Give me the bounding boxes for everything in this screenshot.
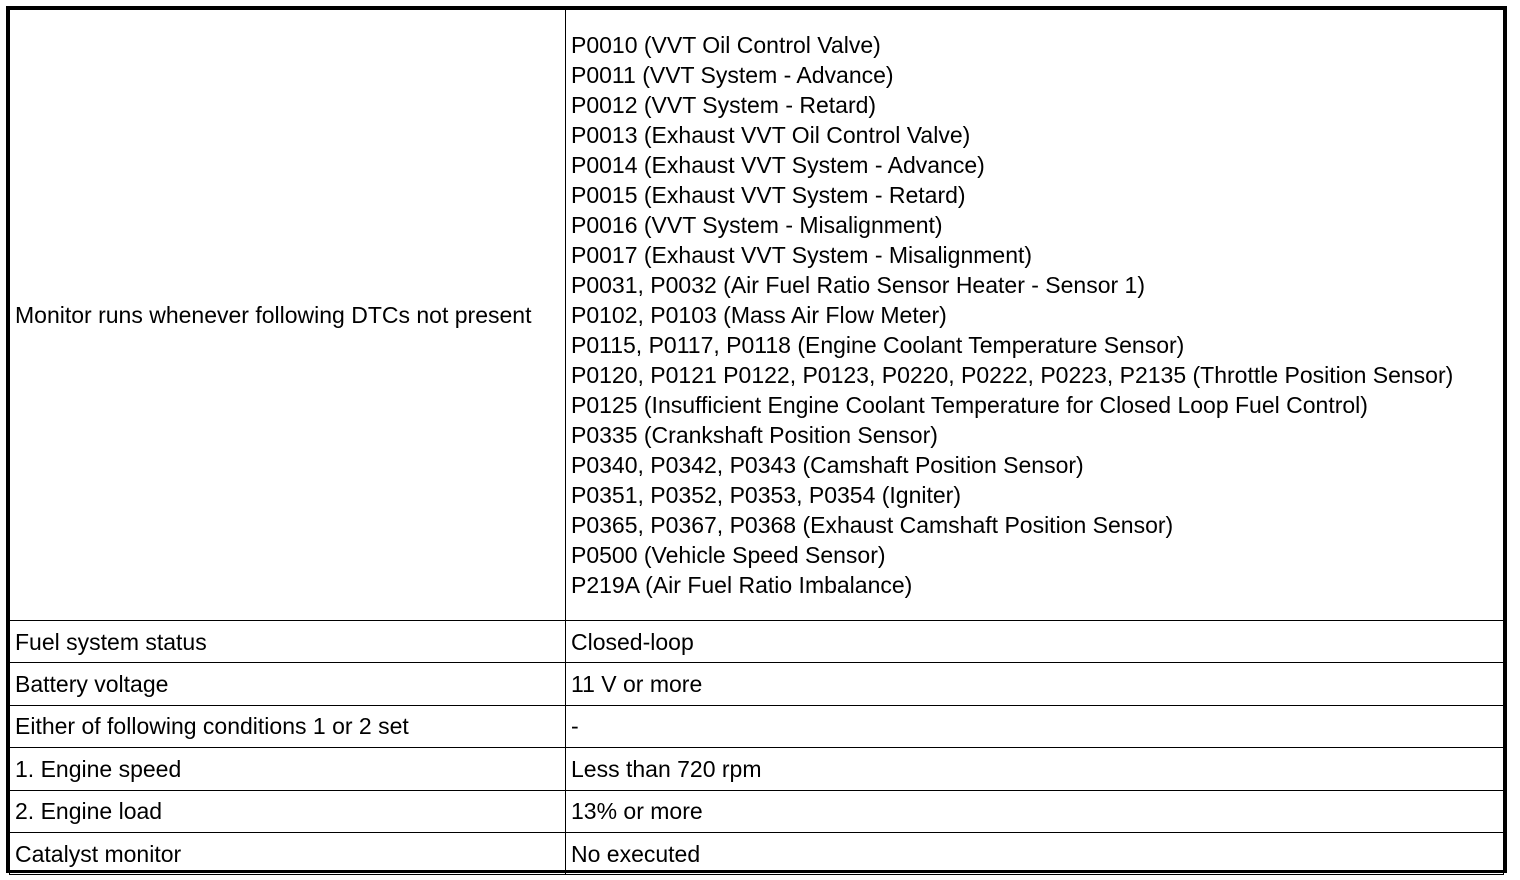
value-cell: No executed bbox=[566, 832, 1504, 874]
table-row-engine-load bbox=[10, 790, 1504, 832]
dtc-list-item: P0335 (Crankshaft Position Sensor) bbox=[571, 421, 938, 448]
dtc-list-item: P0013 (Exhaust VVT Oil Control Valve) bbox=[571, 121, 971, 148]
table-row-battery-voltage bbox=[10, 663, 1504, 705]
value-cell: 11 V or more bbox=[566, 663, 1504, 705]
table-row-dtc-exclusions bbox=[10, 10, 1504, 621]
dtc-list-item: P0500 (Vehicle Speed Sensor) bbox=[571, 541, 886, 568]
monitor-conditions-table bbox=[9, 9, 1504, 875]
dtc-list-item: P0351, P0352, P0353, P0354 (Igniter) bbox=[571, 481, 962, 508]
dtc-list-item: P219A (Air Fuel Ratio Imbalance) bbox=[571, 571, 913, 598]
value-cell: - bbox=[566, 705, 1504, 747]
value-cell: 13% or more bbox=[566, 790, 1504, 832]
dtc-list-item: P0340, P0342, P0343 (Camshaft Position Sensor) bbox=[571, 451, 1084, 478]
dtc-list-item: P0016 (VVT System - Misalignment) bbox=[571, 211, 943, 238]
value-cell: Closed-loop bbox=[566, 621, 1504, 663]
table-row-either-condition bbox=[10, 705, 1504, 747]
value-cell: Less than 720 rpm bbox=[566, 748, 1504, 790]
dtc-list-item: P0011 (VVT System - Advance) bbox=[571, 61, 894, 88]
dtc-list-item: P0014 (Exhaust VVT System - Advance) bbox=[571, 151, 985, 178]
dtc-list-item: P0365, P0367, P0368 (Exhaust Camshaft Position Sensor) bbox=[571, 511, 1174, 538]
dtc-list-item: P0031, P0032 (Air Fuel Ratio Sensor Heater - Sensor 1) bbox=[571, 271, 1146, 298]
table-row-catalyst-monitor bbox=[10, 832, 1504, 874]
condition-cell: Catalyst monitor bbox=[10, 832, 566, 874]
dtc-list-item: P0125 (Insufficient Engine Coolant Temperature for Closed Loop Fuel Control) bbox=[571, 391, 1368, 418]
condition-cell: Monitor runs whenever following DTCs not present bbox=[10, 10, 566, 621]
conditions-table-wrapper bbox=[6, 6, 1507, 873]
dtc-list-item: P0012 (VVT System - Retard) bbox=[571, 91, 877, 118]
table-row-fuel-system-status bbox=[10, 621, 1504, 663]
dtc-list-item: P0017 (Exhaust VVT System - Misalignment) bbox=[571, 241, 1033, 268]
dtc-list-item: P0120, P0121 P0122, P0123, P0220, P0222, P0223, P2135 (Throttle Position Sensor) bbox=[571, 361, 1454, 388]
condition-cell: 1. Engine speed bbox=[10, 748, 566, 790]
dtc-list-item: P0010 (VVT Oil Control Valve) bbox=[571, 31, 881, 58]
dtc-list-item: P0015 (Exhaust VVT System - Retard) bbox=[571, 181, 966, 208]
condition-cell: 2. Engine load bbox=[10, 790, 566, 832]
condition-cell: Battery voltage bbox=[10, 663, 566, 705]
condition-cell: Either of following conditions 1 or 2 set bbox=[10, 705, 566, 747]
table-row-engine-speed bbox=[10, 748, 1504, 790]
dtc-list-item: P0102, P0103 (Mass Air Flow Meter) bbox=[571, 301, 947, 328]
condition-cell: Fuel system status bbox=[10, 621, 566, 663]
dtc-list-cell bbox=[566, 10, 1504, 621]
dtc-list-item: P0115, P0117, P0118 (Engine Coolant Temperature Sensor) bbox=[571, 331, 1185, 358]
